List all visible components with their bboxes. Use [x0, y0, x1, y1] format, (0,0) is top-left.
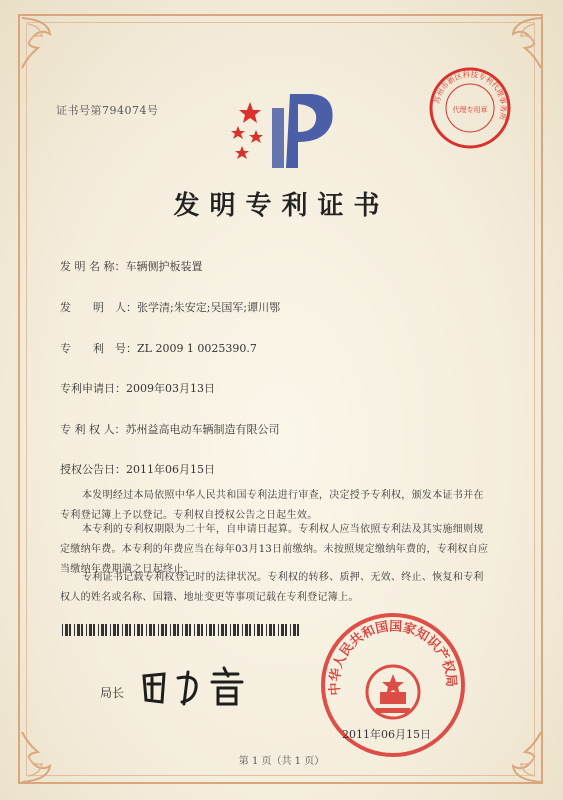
- field-label: 专 利 权 人：: [60, 423, 126, 436]
- field-value: 2009年03月13日: [126, 382, 215, 395]
- body-paragraph: 本专利的专利权期限为二十年，自申请日起算。专利权人应当依照专利法及其实施细则规定缴纳年费。本专利的年费应当在每年03月13日前缴纳。未按照规定缴纳年费的，专利权自应当缴纳年费期满之日起终止。: [60, 524, 489, 575]
- field-value: 车辆侧护板装置: [125, 260, 203, 273]
- body-paragraph: 本发明经过本局依照中华人民共和国专利法进行审查，决定授予专利权，颁发本证书并在专利登记簿上予以登记。专利权自授权公告之日起生效。: [60, 490, 484, 521]
- state-seal-text: 中华人民共和国国家知识产权局: [327, 619, 459, 696]
- director-signature: [138, 664, 278, 708]
- agency-seal-ring-text: 苏州市新区科技专利代理事务所: [432, 69, 509, 122]
- corner-ornament-icon: [489, 16, 543, 70]
- field-label: 专利申请日：: [60, 382, 126, 395]
- field-patent-number: [60, 340, 257, 356]
- field-label: 发 明 人：: [60, 301, 137, 314]
- national-emblem-icon: [367, 666, 419, 718]
- grant-date-stamp: 2011年06月15日: [342, 728, 431, 741]
- barcode: [62, 624, 302, 636]
- field-application-date: [60, 380, 215, 396]
- field-label: 专 利 号：: [60, 342, 137, 355]
- page-title: 发明专利证书: [173, 191, 390, 221]
- agency-seal: [428, 66, 512, 150]
- field-value: 苏州益高电动车辆制造有限公司: [125, 423, 280, 436]
- field-invention-name: [60, 258, 203, 274]
- body-paragraph: 专利证书记载专利权登记时的法律状况。专利权的转移、质押、无效、终止、恢复和专利权人的姓名或名称、国籍、地址变更等事项记载在专利登记簿上。: [60, 572, 484, 603]
- field-label: 授权公告日：: [60, 463, 126, 476]
- director-label: 局长: [100, 686, 125, 700]
- field-label: 发 明 名 称：: [60, 260, 126, 273]
- field-value: 2011年06月15日: [126, 463, 215, 476]
- agency-seal-center-text: 代理专用章: [452, 106, 488, 114]
- certificate-number: 证书号第794074号: [56, 104, 159, 117]
- field-inventors: [60, 299, 280, 315]
- field-value: ZL 2009 1 0025390.7: [137, 342, 257, 355]
- page-indicator: 第 1 页（共 1 页）: [238, 756, 325, 767]
- corner-ornament-icon: [20, 16, 74, 70]
- field-value: 张学清;朱安定;吴国军;谭川鄂: [137, 301, 281, 314]
- field-grant-date: [60, 461, 215, 477]
- patent-office-logo-icon: [228, 88, 340, 174]
- field-patentee: [60, 421, 280, 437]
